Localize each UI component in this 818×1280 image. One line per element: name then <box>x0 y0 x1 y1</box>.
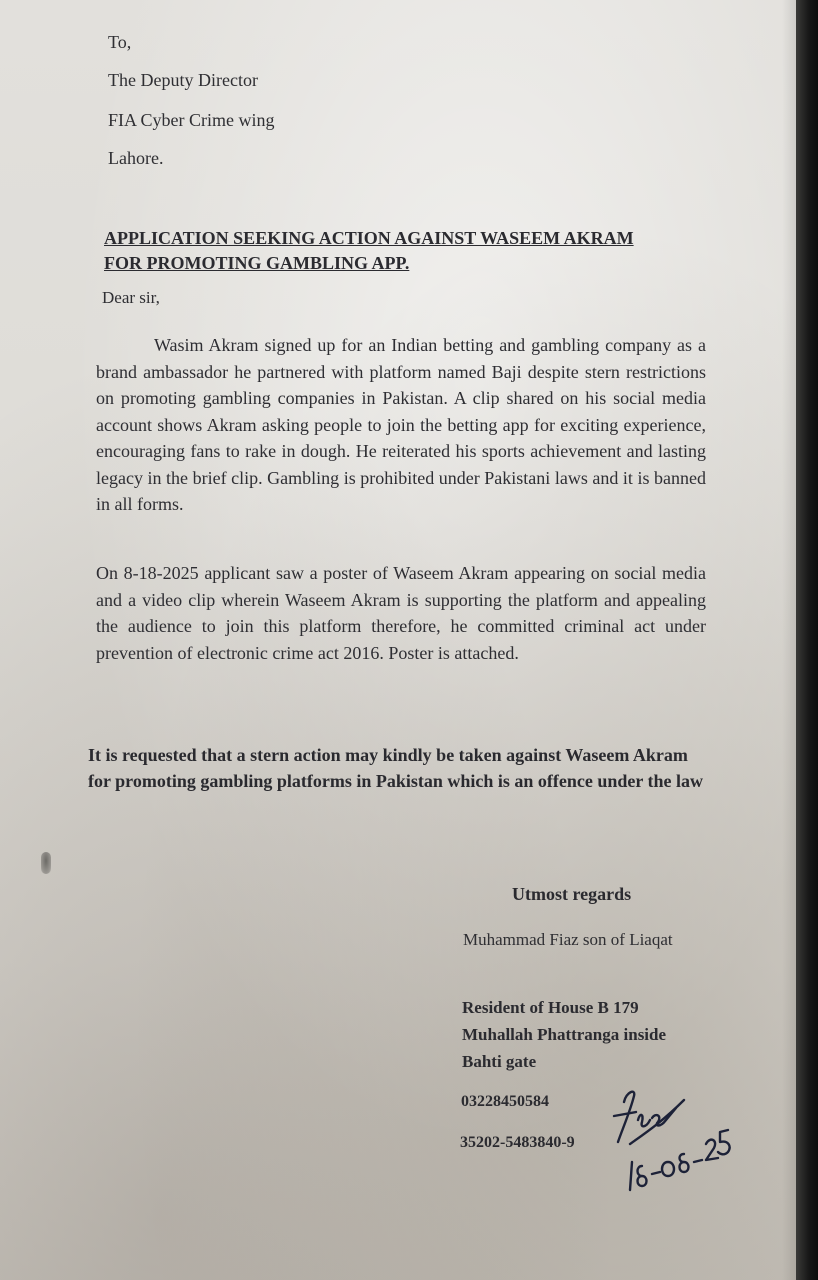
recipient-title: The Deputy Director <box>108 70 258 90</box>
sender-address: Resident of House B 179 Muhallah Phattranga inside Bahti gate <box>462 998 667 1071</box>
background-edge <box>796 0 818 1280</box>
recipient-department: FIA Cyber Crime wing <box>108 110 275 130</box>
recipient-to: To, <box>108 32 132 52</box>
subject-heading: APPLICATION SEEKING ACTION AGAINST WASEEM AKRAM FOR PROMOTING GAMBLING APP. <box>104 228 634 273</box>
handwritten-signature <box>596 1082 746 1202</box>
sender-cnic: 35202-5483840-9 <box>460 1134 575 1151</box>
greeting: Dear sir, <box>102 288 160 307</box>
closing-regards: Utmost regards <box>512 884 632 904</box>
sender-phone: 03228450584 <box>461 1093 549 1110</box>
body-paragraph-2: On 8-18-2025 applicant saw a poster of Waseem Akram appearing on social media and a video clip wherein Waseem Akram is supporting the platform and appealing the audience to join this platform therefore, he committed criminal act under prevention of electronic crime act 2016. Poster is attached. <box>96 563 706 663</box>
staple-mark <box>41 852 51 874</box>
body-paragraph-1: Wasim Akram signed up for an Indian betting and gambling company as a brand ambassador he partnered with platform named Baji despite stern restrictions on promoting gambling companies in Pakistan. A clip shared on his social media account shows Akram asking people to join the betting app for exciting experience, encouraging fans to rake in dough. He reiterated his sports achievement and lasting legacy in the brief clip. Gambling is prohibited under Pakistani laws and it is banned in all forms. <box>96 335 706 514</box>
sender-name: Muhammad Fiaz son of Liaqat <box>463 930 673 949</box>
request-paragraph: It is requested that a stern action may kindly be taken against Waseem Akram for promoting gambling platforms in Pakistan which is an offence under the law <box>88 745 704 791</box>
recipient-city: Lahore. <box>108 148 164 168</box>
